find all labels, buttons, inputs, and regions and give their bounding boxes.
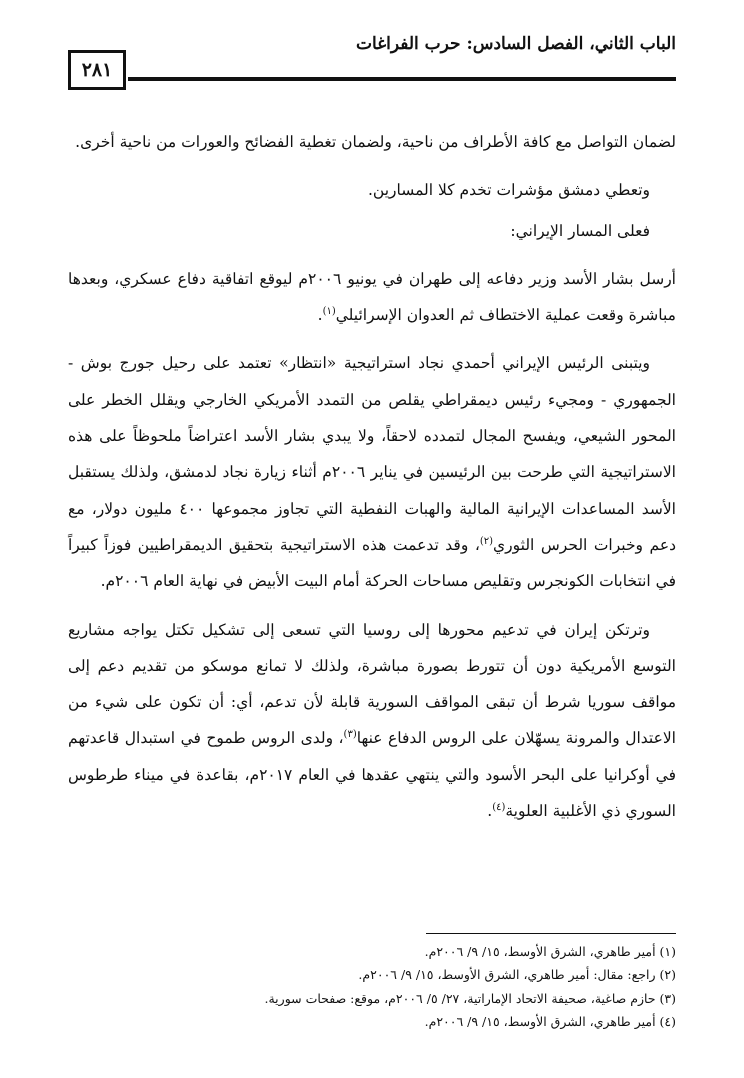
paragraph-5-text-b: ، وقد تدعمت هذه الاستراتيجية بتحقيق الديمقراطيين فوزاً كبيراً في انتخابات الكونجرس وتقليص مساحات الحركة أمام البيت الأبيض في نهاية العام ٢٠٠٦م. [68,535,676,591]
footnote-3: (٣) حازم صاغية، صحيفة الاتحاد الإماراتية، ٢٧/ ٥/ ٢٠٠٦م، موقع: صفحات سورية. [264,990,676,1006]
running-title: الباب الثاني، الفصل السادس: حرب الفراغات [356,34,676,54]
footnote-separator [426,933,676,934]
paragraph-5-text-a: ويتبنى الرئيس الإيراني أحمدي نجاد استراتيجية «انتظار» تعتمد على رحيل جورج بوش - الجمهوري - ومجيء رئيس ديمقراطي يقلص من التمدد الأمريكي الخارجي ويقلل الخطر على المحور الشيعي، ويفسح المجال لتمدده لاحقاً، ولا يبدي بشار الأسد اعتراضاً ملحوظاً على هذه الاستراتيجية التي طرحت بين الرئيسين في يناير ٢٠٠٦م أثناء زيارة نجاد لدمشق، ولذلك يستقبل الأسد المساعدات الإيرانية المالية والهبات النفطية التي تجاوز مجموعها ٤٠٠ مليون دولار، مع دعم وخبرات الحرس الثوري [68,354,676,554]
header-rule [128,77,676,81]
paragraph-6-text-a: وترتكن إيران في تدعيم محورها إلى روسيا التي تسعى إلى تشكيل تكتل يواجه مشاريع التوسع الأمريكية دون أن تتورط بصورة مباشرة، ولذلك لا تمانع موسكو من تقديم دعم إلى مواقف سوريا شرط أن تبقى المواقف السورية قابلة لأن تدعم، أي: أن تكون على شيء من الاعتدال والمرونة يسهّلان على الروس الدفاع عنها [68,620,676,748]
footnote-ref-3: (٣) [343,729,357,741]
footnote-ref-2: (٢) [479,535,494,547]
paragraph-4 [68,261,676,334]
footnote-ref-1: (١) [322,306,336,318]
paragraph-6-end: . [487,802,493,821]
paragraph-4-end: . [317,306,323,325]
footnotes [68,940,676,1033]
paragraph-4-text: أرسل بشار الأسد وزير دفاعه إلى طهران في يونيو ٢٠٠٦م ليوقع اتفاقية دفاع عسكري، وبعدها مباشرة وقعت عملية الاختطاف ثم العدوان الإسرائيلي [68,269,676,325]
footnote-2: (٢) راجع: مقال: أمير طاهري، الشرق الأوسط، ١٥/ ٩/ ٢٠٠٦م. [358,967,676,983]
footnote-1: (١) أمير طاهري، الشرق الأوسط، ١٥/ ٩/ ٢٠٠٦م. [424,944,676,959]
paragraph-3: فعلى المسار الإيراني: [510,221,650,240]
paragraph-2: وتعطي دمشق مؤشرات تخدم كلا المسارين. [368,181,650,200]
page-number: ٢٨١ [68,50,126,90]
footnote-ref-4: (٤) [492,801,506,813]
footnote-4: (٤) أمير طاهري، الشرق الأوسط، ١٥/ ٩/ ٢٠٠٦م. [424,1013,676,1029]
page-header [68,28,676,98]
main-text [68,124,676,829]
paragraph-6 [68,612,676,830]
paragraph-5 [68,345,676,599]
paragraph-1: لضمان التواصل مع كافة الأطراف من ناحية، ولضمان تغطية الفضائح والعورات من ناحية أخرى. [75,133,676,151]
paragraph-6-text-b: ، ولدى الروس طموح في استبدال قاعدتهم في أوكرانيا على البحر الأسود والتي ينتهي عقدها في العام ٢٠١٧م، بقاعدة في ميناء طرطوس السوري ذي الأغلبية العلوية [68,729,676,821]
